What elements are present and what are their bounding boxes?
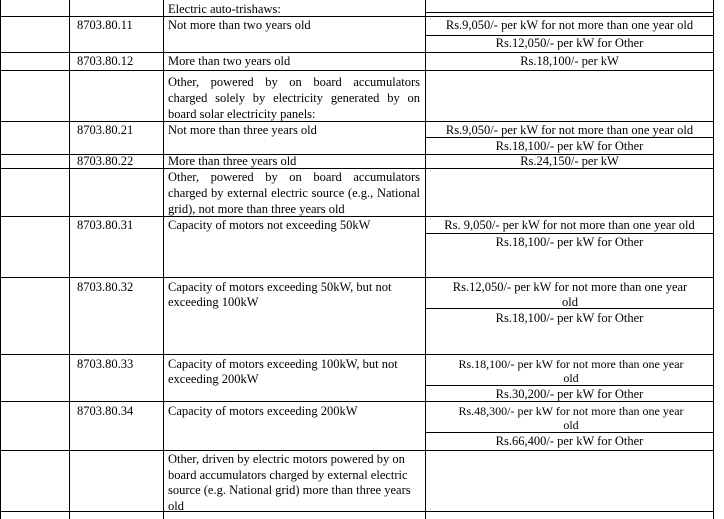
rate-cell: Rs.18,100/- per kW for Other bbox=[495, 311, 644, 325]
code-cell: 8703.80.31 bbox=[77, 218, 134, 232]
rate-cell: Rs.24,150/- per kW bbox=[520, 154, 619, 168]
code-cell: 8703.80.21 bbox=[77, 123, 134, 137]
row-divider bbox=[0, 16, 714, 17]
column-divider bbox=[69, 0, 70, 519]
description-cell: Not more than three years old bbox=[168, 123, 317, 137]
rate-cell: Rs.18,100/- per kW for not more than one year old bbox=[458, 357, 684, 385]
rate-cell: Rs.66,400/- per kW for Other bbox=[495, 434, 644, 448]
row-divider bbox=[0, 277, 714, 278]
table-border-right bbox=[713, 0, 714, 519]
rate-cell: Rs.30,200/- per kW for Other bbox=[495, 387, 644, 401]
row-divider bbox=[0, 52, 714, 53]
rate-cell: Rs.48,300/- per kW for not more than one year old bbox=[458, 404, 684, 432]
code-cell: 8703.80.22 bbox=[77, 154, 134, 168]
description-cell: Capacity of motors exceeding 200kW bbox=[168, 404, 358, 418]
rate-subdivider bbox=[425, 385, 714, 386]
description-cell: More than two years old bbox=[168, 54, 291, 68]
description-cell: Capacity of motors exceeding 50kW, but not exceeding 100kW bbox=[168, 280, 392, 309]
column-divider bbox=[163, 0, 164, 519]
rate-subdivider bbox=[425, 12, 714, 13]
description-cell: Capacity of motors exceeding 100kW, but not exceeding 200kW bbox=[168, 357, 398, 386]
rate-cell: Rs.12,050/- per kW for not more than one year old bbox=[452, 280, 688, 309]
description-cell: Electric auto-trishaws: bbox=[168, 2, 281, 16]
description-cell: Other, powered by on board accumulators charged by external electric source (e.g., National grid), not more than three years old bbox=[168, 170, 420, 216]
description-cell: Capacity of motors not exceeding 50kW bbox=[168, 218, 371, 232]
rate-cell: Rs.18,100/- per kW bbox=[520, 54, 619, 68]
code-cell: 8703.80.12 bbox=[77, 54, 134, 68]
rate-subdivider bbox=[425, 233, 714, 234]
rate-cell: Rs.12,050/- per kW for Other bbox=[495, 36, 644, 50]
description-cell: More than three years old bbox=[168, 154, 297, 168]
code-cell: 8703.80.11 bbox=[77, 18, 133, 32]
code-cell: 8703.80.34 bbox=[77, 404, 134, 418]
table-border-left bbox=[0, 0, 1, 519]
row-divider bbox=[0, 70, 714, 71]
rate-cell: Rs.18,100/- per kW for Other bbox=[495, 235, 644, 249]
rate-subdivider bbox=[425, 432, 714, 433]
row-divider bbox=[0, 450, 714, 451]
rate-cell: Rs.9,050/- per kW for not more than one year old bbox=[445, 123, 694, 137]
rate-cell: Rs.18,100/- per kW for Other bbox=[495, 139, 644, 153]
code-cell: 8703.80.32 bbox=[77, 280, 134, 294]
description-cell: Not more than two years old bbox=[168, 18, 311, 32]
description-cell: Other, driven by electric motors powered by on board accumulators charged by external electric source (e.g. National grid) more than three years old bbox=[168, 452, 411, 513]
code-cell: 8703.80.33 bbox=[77, 357, 134, 371]
description-cell: Other, powered by on board accumulators charged solely by electricity generated by on board solar electricity panels: bbox=[168, 75, 420, 121]
row-divider bbox=[0, 354, 714, 355]
rate-cell: Rs.9,050/- per kW for not more than one year old bbox=[445, 18, 694, 32]
rate-cell: Rs. 9,050/- per kW for not more than one year old bbox=[444, 218, 695, 232]
